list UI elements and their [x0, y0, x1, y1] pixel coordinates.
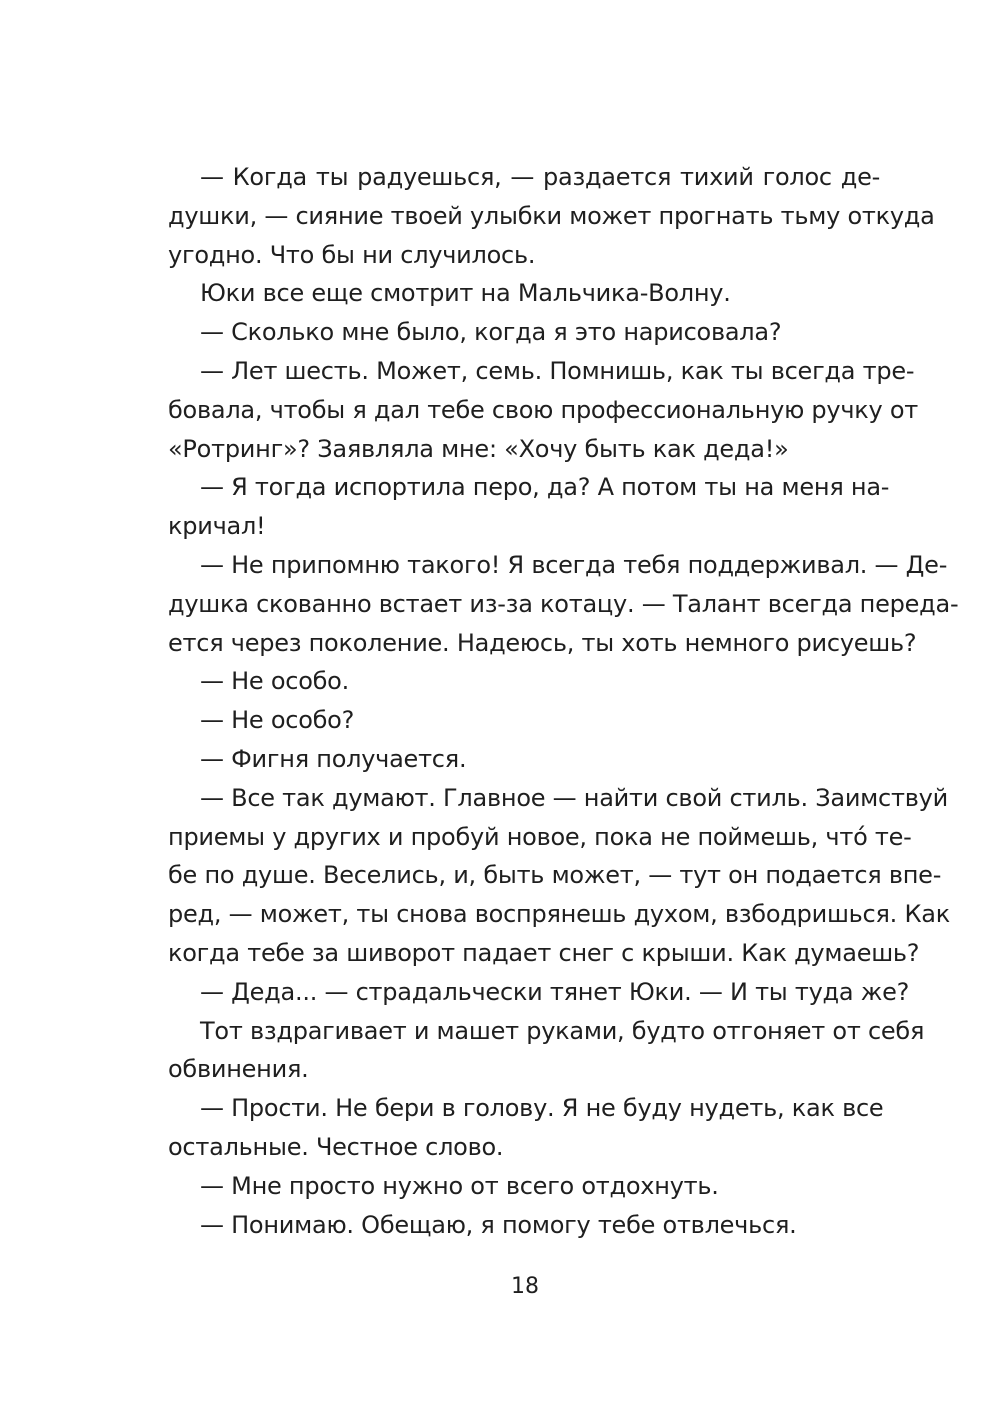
- text-line: бе по душе. Веселись, и, быть может, — тут он подается впе-: [168, 861, 942, 890]
- text-line: — Лет шесть. Может, семь. Помнишь, как ты всегда тре-: [200, 356, 915, 385]
- text-line: — Деда... — страдальчески тянет Юки. — И ты туда же?: [200, 977, 910, 1006]
- text-line: — Не особо.: [200, 667, 349, 696]
- text-line: — Все так думают. Главное — найти свой стиль. Заимствуй: [200, 783, 948, 812]
- text-line: — Фигня получается.: [200, 744, 467, 773]
- text-line: душка скованно встает из-за котацу. — Талант всегда переда-: [168, 589, 959, 618]
- text-line: остальные. Честное слово.: [168, 1132, 504, 1161]
- text-line: «Ротринг»? Заявляла мне: «Хочу быть как деда!»: [168, 434, 789, 463]
- text-line: кричал!: [168, 512, 266, 541]
- text-line: приемы у других и пробуй новое, пока не поймешь, что́ те-: [168, 822, 912, 851]
- text-line: — Не припомню такого! Я всегда тебя поддерживал. — Де-: [200, 550, 948, 579]
- text-line: — Когда ты радуешься, — раздается тихий голос де-: [200, 163, 880, 191]
- text-line: — Понимаю. Обещаю, я помогу тебе отвлечься.: [200, 1210, 797, 1239]
- text-line: когда тебе за шиворот падает снег с крыши. Как думаешь?: [168, 938, 920, 967]
- text-line: — Сколько мне было, когда я это нарисовала?: [200, 318, 782, 347]
- text-line: бовала, чтобы я дал тебе свою профессиональную ручку от: [168, 395, 919, 424]
- text-line: — Прости. Не бери в голову. Я не буду нудеть, как все: [200, 1094, 884, 1123]
- text-line: угодно. Что бы ни случилось.: [168, 240, 536, 269]
- page-number: 18: [511, 1274, 539, 1299]
- text-line: ред, — может, ты снова воспрянешь духом, взбодришься. Как: [168, 900, 950, 929]
- text-line: обвинения.: [168, 1055, 309, 1084]
- text-line: Юки все еще смотрит на Мальчика-Волну.: [200, 279, 731, 308]
- text-line: ется через поколение. Надеюсь, ты хоть немного рисуешь?: [168, 628, 917, 657]
- text-line: — Мне просто нужно от всего отдохнуть.: [200, 1171, 719, 1200]
- text-line: — Я тогда испортила перо, да? А потом ты на меня на-: [200, 473, 890, 502]
- book-page-body: [168, 158, 959, 1244]
- text-line: — Не особо?: [200, 706, 355, 735]
- text-line: Тот вздрагивает и машет руками, будто отгоняет от себя: [200, 1016, 925, 1045]
- text-line: душки, — сияние твоей улыбки может прогнать тьму откуда: [168, 201, 935, 230]
